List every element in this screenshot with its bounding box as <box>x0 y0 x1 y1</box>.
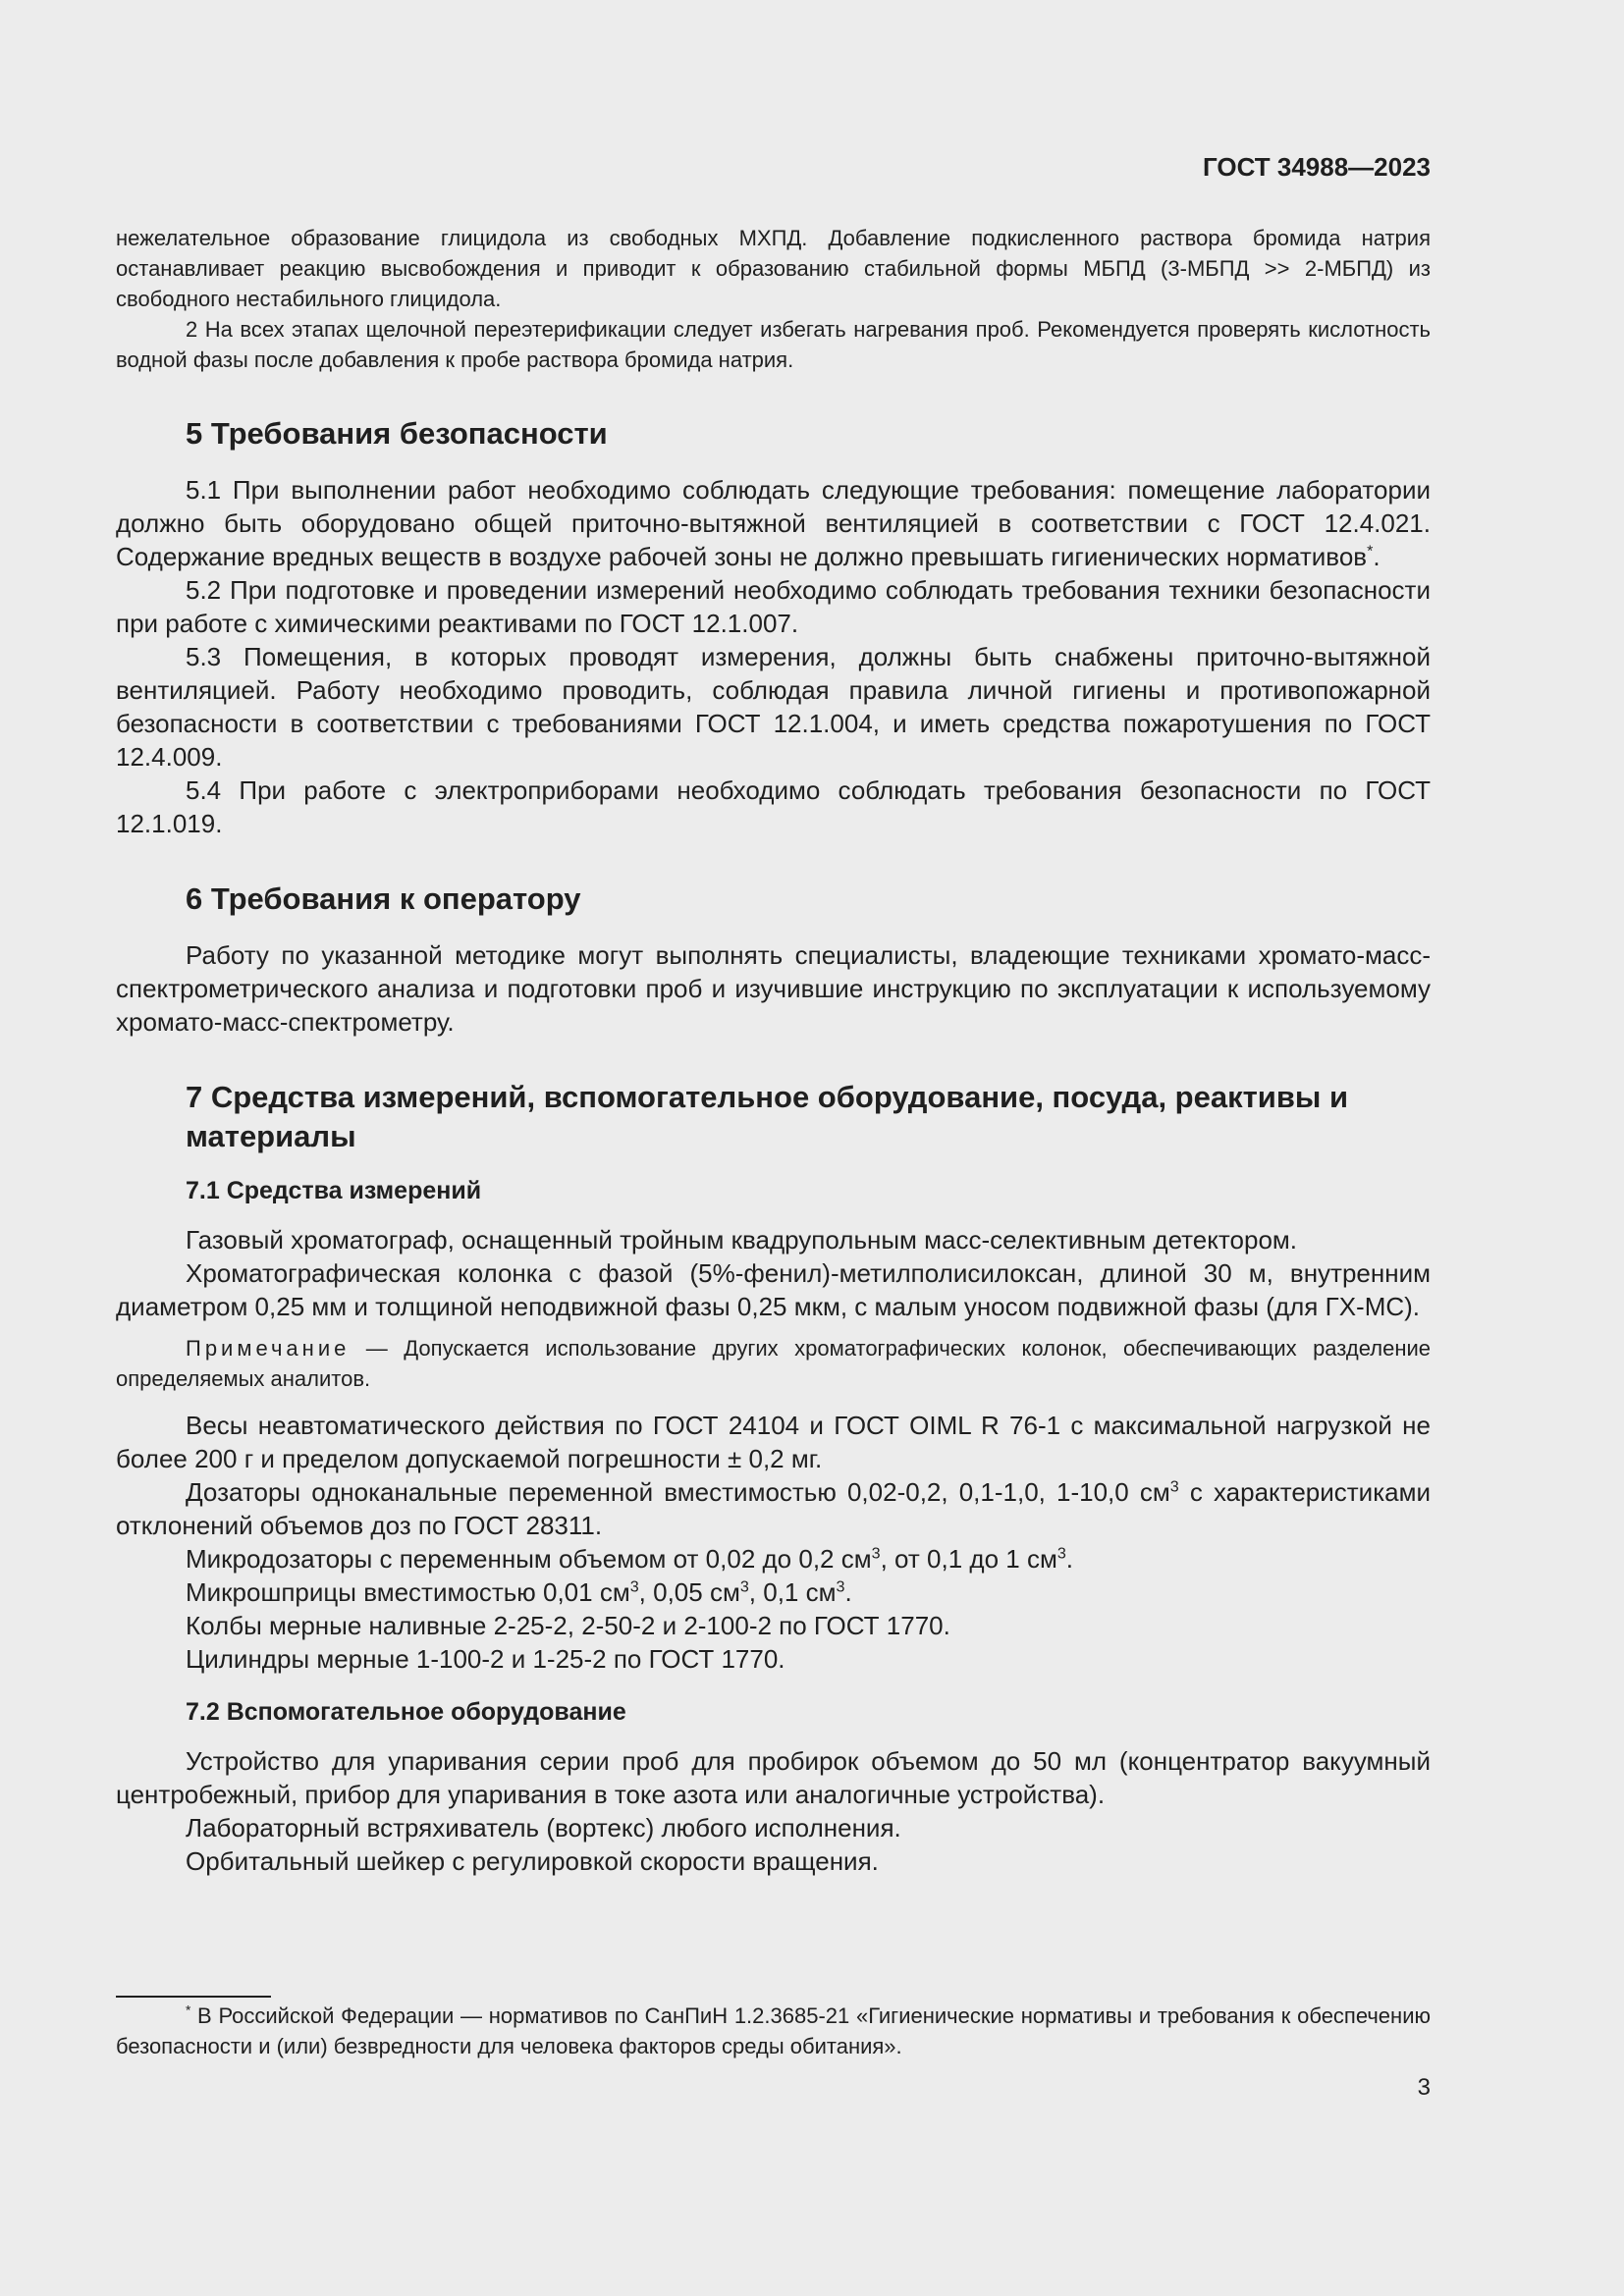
cubic-superscript: 3 <box>836 1577 845 1596</box>
cubic-superscript: 3 <box>739 1577 749 1596</box>
section-6-heading: 6 Требования к оператору <box>186 881 581 916</box>
section-7-heading: 7 Средства измерений, вспомогательное оборудование, посуда, реактивы и материалы <box>186 1080 1349 1153</box>
microsyringes-text-b: , 0,05 см <box>638 1577 740 1607</box>
section-5-1-text: 5.1 При выполнении работ необходимо соблюдать следующие требования: помещение лаборатории должно быть оборудовано общей приточно-вытяжной вентиляцией в соответствии с ГОСТ 12.4.021. Содержание вредных веществ в воздухе рабочей зоны не должно превышать гигиенических нормативов <box>116 475 1431 571</box>
section-5-2-paragraph: 5.2 При подготовке и проведении измерений необходимо соблюдать требования техники безопасности при работе с химическими реактивами по ГОСТ 12.1.007. <box>116 575 1431 638</box>
section-7-2-shaker: Орбитальный шейкер с регулировкой скорости вращения. <box>186 1846 879 1876</box>
section-5-4-paragraph: 5.4 При работе с электроприборами необходимо соблюдать требования безопасности по ГОСТ 12.1.019. <box>116 775 1431 838</box>
section-7-1-note <box>116 1333 1431 1394</box>
document-code-header: ГОСТ 34988—2023 <box>1203 152 1431 182</box>
footnote-mark: * <box>186 2002 191 2018</box>
microsyringes-text-c: , 0,1 см <box>748 1577 837 1607</box>
section-7-1-chromatograph: Газовый хроматограф, оснащенный тройным квадрупольным масс-селективным детектором. <box>186 1225 1298 1255</box>
intro-note-paragraph: 2 На всех этапах щелочной переэтерификации следует избегать нагревания проб. Рекомендуется проверять кислотность водной фазы после добавления к пробе раствора бромида натрия. <box>116 317 1431 372</box>
section-7-2-heading: 7.2 Вспомогательное оборудование <box>186 1698 626 1726</box>
section-7-2-evaporator: Устройство для упаривания серии проб для пробирок объемом до 50 мл (концентратор вакуумный центробежный, прибор для упаривания в токе азота или аналогичные устройства). <box>116 1746 1431 1809</box>
section-5-1-paragraph <box>116 473 1431 573</box>
cubic-superscript: 3 <box>871 1544 881 1563</box>
section-7-1-heading: 7.1 Средства измерений <box>186 1177 482 1204</box>
microsyringes-text-a: Микрошприцы вместимостью 0,01 см <box>186 1577 630 1607</box>
section-6-paragraph: Работу по указанной методике могут выполнять специалисты, владеющие техниками хромато-масс-спектрометрического анализа и подготовки проб и изучившие инструкцию по эксплуатации к используемому хромато-масс-спектрометру. <box>116 940 1431 1037</box>
cubic-superscript: 3 <box>629 1577 639 1596</box>
dispensers-text-b: с характеристиками отклонений объемов доз по ГОСТ 28311. <box>116 1477 1431 1540</box>
section-7-1-microsyringes <box>116 1575 1431 1609</box>
microdispensers-text-b: , от 0,1 до 1 см <box>880 1544 1057 1574</box>
note-lead-word: Примечание <box>186 1336 351 1361</box>
dispensers-text-a: Дозаторы одноканальные переменной вместимостью 0,02-0,2, 0,1-1,0, 1-10,0 см <box>186 1477 1170 1507</box>
section-7-1-scales: Весы неавтоматического действия по ГОСТ 24104 и ГОСТ OIML R 76-1 с максимальной нагрузкой не более 200 г и пределом допускаемой погрешности ± 0,2 мг. <box>116 1411 1431 1473</box>
section-7-1-column: Хроматографическая колонка с фазой (5%-фенил)-метилполисилоксан, длиной 30 м, внутренним диаметром 0,25 мм и толщиной неподвижной фазы 0,25 мкм, с малым уносом подвижной фазы (для ГХ-МС). <box>116 1258 1431 1321</box>
section-5-heading: 5 Требования безопасности <box>186 416 608 451</box>
footnote-text: В Российской Федерации — нормативов по СанПиН 1.2.3685-21 «Гигиенические нормативы и требования к обеспечению безопасности и (или) безвредности для человека факторов среды обитания». <box>116 2003 1431 2058</box>
microdispensers-text-c: . <box>1065 1544 1074 1574</box>
section-5-1-end: . <box>1373 542 1380 571</box>
microsyringes-text-d: . <box>844 1577 852 1607</box>
page-number: 3 <box>1417 2074 1431 2101</box>
section-7-1-flasks: Колбы мерные наливные 2-25-2, 2-50-2 и 2-100-2 по ГОСТ 1770. <box>186 1611 950 1640</box>
footnote-divider <box>116 1996 271 1998</box>
note-text: — Допускается использование других хроматографических колонок, обеспечивающих разделение определяемых аналитов. <box>116 1336 1431 1391</box>
microdispensers-text-a: Микродозаторы с переменным объемом от 0,02 до 0,2 см <box>186 1544 872 1574</box>
intro-paragraph: нежелательное образование глицидола из свободных МХПД. Добавление подкисленного раствора бромида натрия останавливает реакцию высвобождения и приводит к образованию стабильной формы МБПД (3-МБПД >> 2-МБПД) из свободного нестабильного глицидола. <box>116 226 1431 311</box>
page-content <box>116 223 1431 1878</box>
footnote-text-block <box>116 2001 1431 2061</box>
document-page <box>116 0 1431 2296</box>
section-7-1-microdispensers <box>116 1542 1431 1575</box>
footnote-reference-mark: * <box>1367 542 1374 561</box>
section-5-3-paragraph: 5.3 Помещения, в которых проводят измерения, должны быть снабжены приточно-вытяжной вентиляцией. Работу необходимо проводить, соблюдая правила личной гигиены и противопожарной безопасности в соответствии с требованиями ГОСТ 12.1.004, и иметь средства пожаротушения по ГОСТ 12.4.009. <box>116 642 1431 772</box>
cubic-superscript: 3 <box>1056 1544 1066 1563</box>
section-7-1-dispensers <box>116 1475 1431 1542</box>
section-7-1-cylinders: Цилиндры мерные 1-100-2 и 1-25-2 по ГОСТ 1770. <box>186 1644 785 1674</box>
section-7-2-vortex: Лабораторный встряхиватель (вортекс) любого исполнения. <box>186 1813 901 1842</box>
cubic-superscript: 3 <box>1169 1477 1179 1496</box>
